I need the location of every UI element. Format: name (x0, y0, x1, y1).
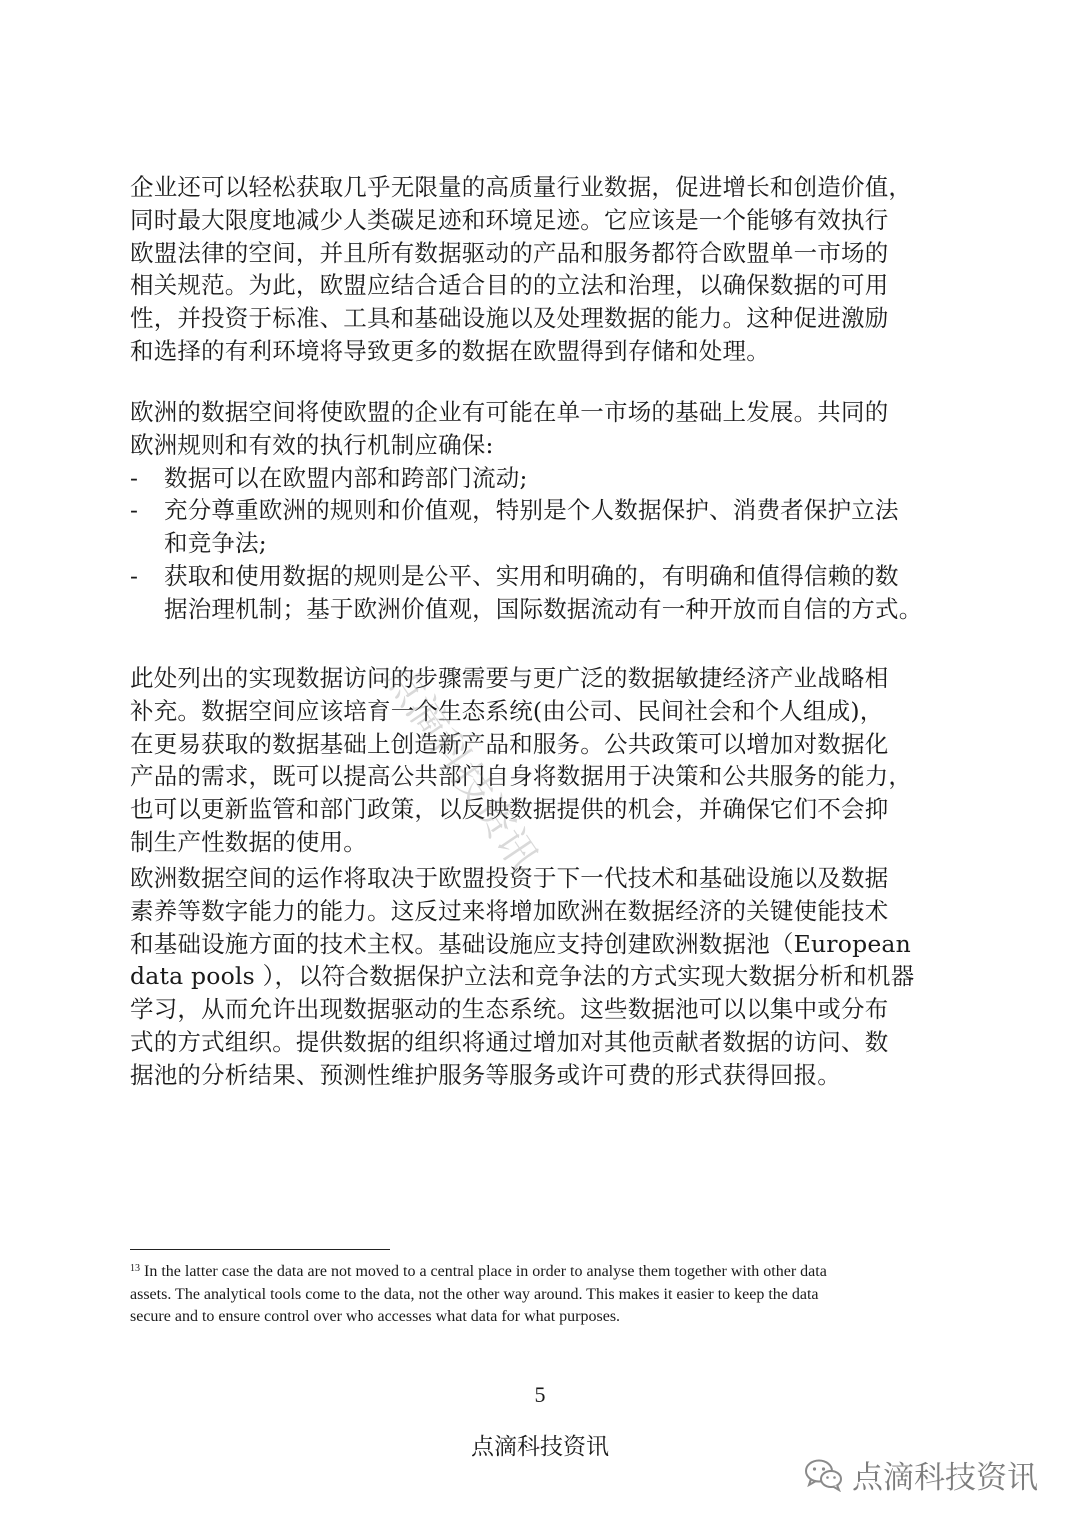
text-line: 和基础设施方面的技术主权。基础设施应支持创建欧洲数据池（European (130, 929, 911, 958)
text-line: 同时最大限度地减少人类碳足迹和环境足迹。它应该是一个能够有效执行 (130, 205, 889, 234)
watermark: 点滴科技资讯 (374, 655, 547, 880)
text-line: 也可以更新监管和部门政策，以反映数据提供的机会，并确保它们不会抑 (130, 795, 889, 824)
text-line: 和选择的有利环境将导致更多的数据在欧盟得到存储和处理。 (130, 336, 770, 365)
bullet-item (130, 560, 956, 626)
footnote-line: assets. The analytical tools come to the data, not the other way around. This makes it easier to keep the data (130, 1285, 819, 1303)
text-line: 此处列出的实现数据访问的步骤需要与更广泛的数据敏捷经济产业战略相 (130, 664, 889, 692)
text-line: 充分尊重欧洲的规则和价值观，特别是个人数据保护、消费者保护立法 (164, 496, 899, 525)
text-line: 在更易获取的数据基础上创造新产品和服务。公共政策可以增加对数据化 (130, 729, 889, 758)
text-line: 企业还可以轻松获取几乎无限量的高质量行业数据，促进增长和创造价值， (130, 173, 913, 201)
text-line: 据治理机制；基于欧洲价值观，国际数据流动有一种开放而自信的方式。 (164, 594, 923, 623)
text-line: 欧洲数据空间的运作将取决于欧盟投资于下一代技术和基础设施以及数据 (130, 864, 889, 892)
text-line: 获取和使用数据的规则是公平、实用和明确的，有明确和值得信赖的数 (164, 561, 899, 590)
text-line: 数据可以在欧盟内部和跨部门流动; (164, 463, 528, 492)
footnote (130, 1258, 960, 1329)
text-line: 制生产性数据的使用。 (130, 827, 367, 856)
text-line: 素养等数字能力的能力。这反过来将增加欧洲在数据经济的关键使能技术 (130, 896, 889, 925)
text-line: 欧盟法律的空间，并且所有数据驱动的产品和服务都符合欧盟单一市场的 (130, 238, 889, 267)
footnote-text: In the latter case the data are not moved to a central place in order to analyse them together with other data (144, 1263, 827, 1280)
text-line: 和竞争法; (164, 529, 267, 558)
paragraph-3 (130, 662, 956, 859)
text-line: 式的方式组织。提供数据的组织将通过增加对其他贡献者数据的访问、数 (130, 1027, 889, 1056)
footnote-line: secure and to ensure control over who accesses what data for what purposes. (130, 1308, 621, 1325)
footnote-line (130, 1258, 960, 1284)
page-number: 5 (534, 1382, 546, 1407)
text-line: 性，并投资于标准、工具和基础设施以及处理数据的能力。这种促进激励 (130, 304, 889, 333)
wechat-icon (804, 1458, 844, 1492)
text-line: 欧洲规则和有效的执行机制应确保: (130, 430, 494, 459)
bullet-dash: - (130, 496, 139, 525)
wechat-brand (804, 1452, 1038, 1497)
text-line: 补充。数据空间应该培育一个生态系统(由公司、民间社会和个人组成)， (130, 696, 884, 725)
footnote-rule (130, 1249, 390, 1250)
paragraph-4 (130, 862, 956, 1092)
wechat-brand-label: 点滴科技资讯 (852, 1460, 1038, 1496)
text-line: 据池的分析结果、预测性维护服务等服务或许可费的形式获得回报。 (130, 1060, 841, 1089)
text-line: data pools ），以符合数据保护立法和竞争法的方式实现大数据分析和机器 (130, 962, 915, 991)
bullet-item (130, 494, 956, 560)
bullet-dash: - (130, 561, 139, 590)
footnote-marker: 13 (130, 1263, 140, 1274)
bullet-item (130, 462, 956, 495)
paragraph-2 (130, 396, 956, 626)
footer-brand: 点滴科技资讯 (471, 1434, 609, 1460)
text-line: 学习，从而允许出现数据驱动的生态系统。这些数据池可以以集中或分布 (130, 995, 889, 1024)
text-line: 产品的需求，既可以提高公共部门自身将数据用于决策和公共服务的能力， (130, 762, 913, 791)
paragraph-1 (130, 171, 956, 368)
text-line: 相关规范。为此，欧盟应结合适合目的的立法和治理，以确保数据的可用 (130, 271, 889, 300)
bullet-dash: - (130, 463, 139, 492)
text-line: 欧洲的数据空间将使欧盟的企业有可能在单一市场的基础上发展。共同的 (130, 398, 889, 426)
